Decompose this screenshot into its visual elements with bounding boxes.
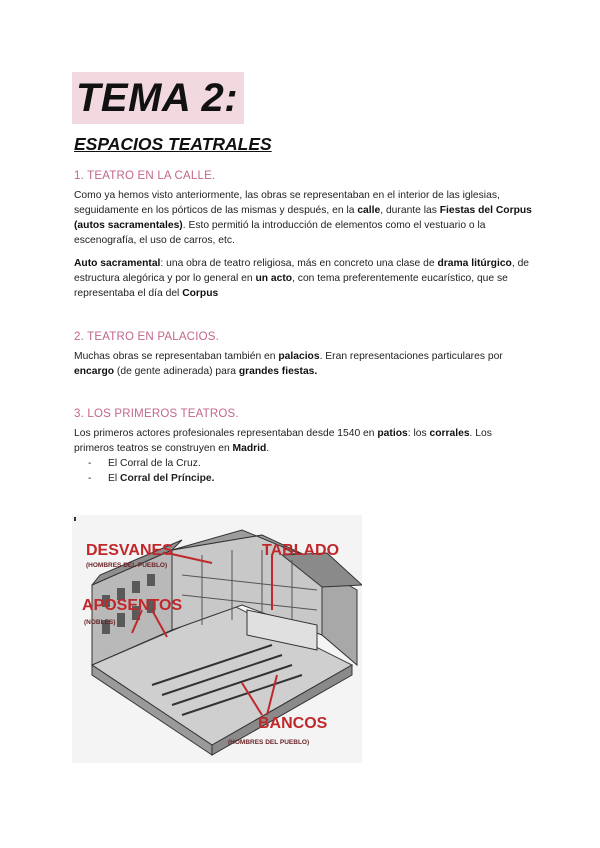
text: . Los primeros teatros se construyen en [74, 428, 492, 454]
text: Muchas obras se representaban también en [74, 351, 279, 362]
text: . Eran representaciones particulares por [319, 351, 503, 362]
list-item [88, 456, 214, 471]
list-dash: - [88, 473, 92, 484]
label-tablado: TABLADO [262, 542, 340, 559]
bold-text: grandes fiestas. [238, 366, 318, 377]
window [117, 613, 125, 627]
page-subtitle: ESPACIOS TEATRALES [74, 134, 272, 154]
label-bancos: BANCOS [258, 715, 328, 732]
section-heading-2: 2. TEATRO EN PALACIOS. [74, 331, 219, 343]
text: : los [407, 428, 430, 439]
label-desvanes-sub: (HOMBRES DEL PUEBLO) [86, 562, 168, 569]
bold-text: Auto sacramental [74, 258, 161, 269]
text: Como ya hemos visto anteriormente, las obras se representaban en el interior de las iglesias, seguidamente en los pórticos de las mismas y después, en la [74, 190, 500, 216]
text: . Esto permitió la introducción de elementos como el vestuario o la escenografía, el uso de carros, etc. [74, 220, 486, 246]
bold-text: palacios [278, 351, 320, 362]
window [132, 581, 140, 593]
bold-text: calle [357, 205, 381, 216]
bold-text: Fiestas del Corpus (autos sacramentales) [74, 205, 532, 231]
paragraph-auto-sacramental [74, 256, 534, 301]
corner-mark [74, 517, 76, 521]
bold-text: Corral del Príncipe. [120, 473, 215, 484]
label-bancos-sub: (HOMBRES DEL PUEBLO) [228, 739, 310, 746]
list-item [88, 471, 214, 486]
text: . [266, 443, 270, 454]
section-heading-1: 1. TEATRO EN LA CALLE. [74, 170, 216, 182]
page-title: TEMA 2: [76, 75, 239, 120]
bold-text: patios [377, 428, 408, 439]
list-dash: - [88, 458, 92, 469]
bold-text: corrales [429, 428, 470, 439]
window [147, 574, 155, 586]
text: (de gente adinerada) para [114, 366, 239, 377]
label-desvanes: DESVANES [86, 542, 173, 559]
label-aposentos-sub: (NOBLES) [84, 619, 116, 626]
corrales-list [88, 456, 214, 486]
text: El Corral de la Cruz. [108, 458, 201, 469]
corral-diagram [72, 515, 362, 763]
text: Los primeros actores profesionales representaban desde 1540 en [74, 428, 378, 439]
text: , con tema preferentemente eucarístico, que se representaba el día del [74, 273, 508, 299]
text: , de estructura alegórica y por lo general en [74, 258, 530, 284]
section-heading-3: 3. LOS PRIMEROS TEATROS. [74, 408, 239, 420]
bold-text: encargo [74, 366, 115, 377]
paragraph-teatro-calle [74, 188, 534, 248]
text: El [108, 473, 121, 484]
text: , durante las [380, 205, 440, 216]
bold-text: Madrid [232, 443, 267, 454]
bold-text: Corpus [182, 288, 219, 299]
paragraph-primeros-teatros [74, 426, 534, 456]
text: : una obra de teatro religiosa, más en concreto una clase de [160, 258, 438, 269]
corral-illustration [72, 515, 362, 763]
title-highlight [72, 72, 244, 124]
label-aposentos: APOSENTOS [82, 597, 183, 614]
paragraph-teatro-palacios [74, 349, 534, 379]
bold-text: drama litúrgico [437, 258, 512, 269]
bold-text: un acto [255, 273, 293, 284]
